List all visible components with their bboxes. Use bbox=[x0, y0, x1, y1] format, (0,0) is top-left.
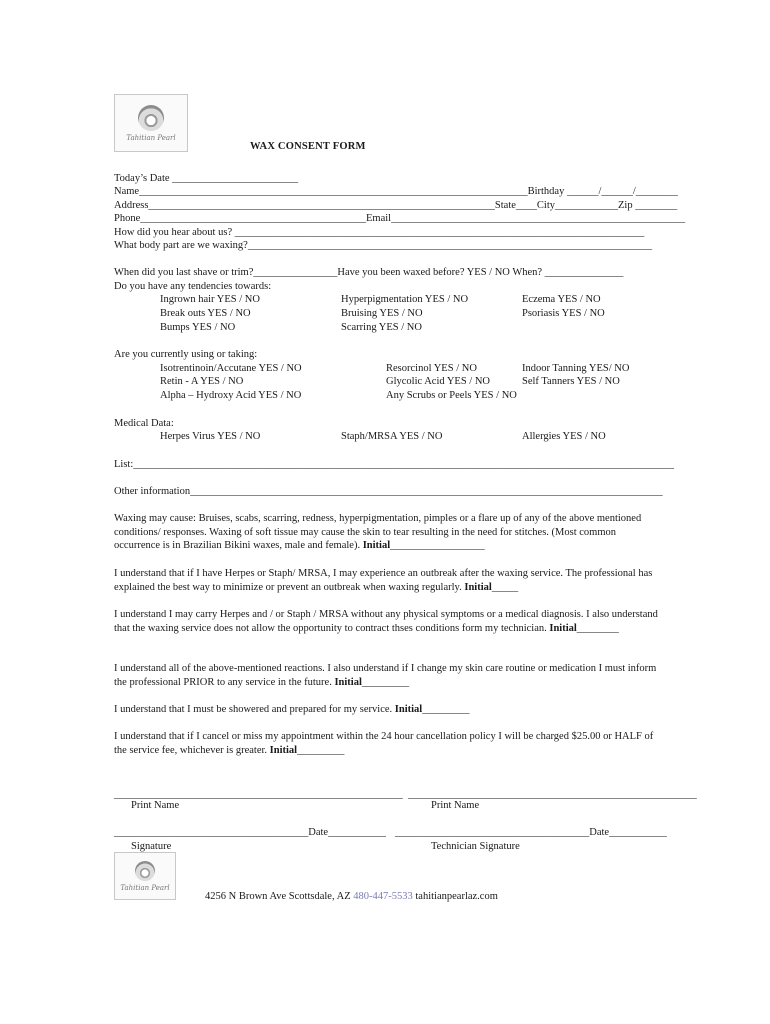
using-alpha-hydroxy[interactable]: Alpha – Hydroxy Acid YES / NO bbox=[160, 390, 302, 401]
paragraph-text: I understand all of the above-mentioned reactions. I also understand if I change my skin care routine or medication I must inform the professional PRIOR to any service in the future. bbox=[114, 663, 657, 688]
paragraph-text: I understand that if I have Herpes or Staph/ MRSA, I may experience an outbreak after the waxing service. The professional has explained the best way to minimize or prevent an outbreak when waxing regularly. bbox=[114, 568, 653, 593]
paragraph-text: I understand that if I cancel or miss my appointment within the 24 hour cancellation policy I will be charged $25.00 or HALF of the service fee, whichever is greater. bbox=[114, 731, 654, 756]
last-shave-field[interactable]: When did you last shave or trim?________________Have you been waxed before? YES / NO When? _______________ bbox=[114, 267, 624, 278]
footer-contact bbox=[205, 891, 498, 902]
paragraph-text: Waxing may cause: Bruises, scabs, scarring, redness, hyperpigmentation, pimples or a flare up of any of the above mentioned conditions/ responses. Waxing of soft tissue may cause the skin to tear resulting in the need for stitches. (Most common occurrence is in Brazilian Bikini waxes, male and female). bbox=[114, 513, 642, 552]
using-self-tanners[interactable]: Self Tanners YES / NO bbox=[522, 376, 620, 387]
initial-label: Initial bbox=[549, 622, 577, 634]
print-name-technician-label: Print Name bbox=[431, 800, 480, 811]
initial-label: Initial bbox=[394, 704, 423, 715]
tendency-break-outs[interactable]: Break outs YES / NO bbox=[160, 308, 251, 319]
tendency-bumps[interactable]: Bumps YES / NO bbox=[160, 322, 236, 333]
initial-field[interactable]: ________ bbox=[576, 622, 619, 634]
using-glycolic-acid[interactable]: Glycolic Acid YES / NO bbox=[386, 376, 491, 387]
pearl-icon bbox=[135, 861, 155, 881]
tahitian-pearl-logo bbox=[114, 94, 188, 152]
tendencies-heading: Do you have any tendencies towards: bbox=[114, 281, 272, 292]
footer-website[interactable]: tahitianpearlaz.com bbox=[412, 891, 498, 902]
medical-allergies[interactable]: Allergies YES / NO bbox=[522, 431, 606, 442]
initial-label: Initial bbox=[362, 540, 391, 552]
form-title: WAX CONSENT FORM bbox=[250, 141, 366, 152]
using-resorcinol[interactable]: Resorcinol YES / NO bbox=[386, 363, 477, 374]
technician-signature-date-line[interactable]: _____________________________________Date___________ bbox=[395, 827, 667, 838]
initial-field[interactable]: _________ bbox=[422, 704, 470, 715]
footer-phone[interactable]: 480-447-5533 bbox=[353, 891, 413, 902]
list-field[interactable]: List:_______________________________________________________________________________________________________ bbox=[114, 459, 675, 470]
using-indoor-tanning[interactable]: Indoor Tanning YES/ NO bbox=[522, 363, 630, 374]
initial-field[interactable]: _________ bbox=[297, 744, 345, 756]
pearl-icon bbox=[138, 105, 164, 131]
paragraph-text: I understand that I must be showered and prepared for my service. bbox=[114, 704, 393, 715]
phone-email-field[interactable]: Phone___________________________________________Email________________________________________________________ bbox=[114, 213, 686, 224]
body-part-field[interactable]: What body part are we waxing?_____________________________________________________________________________ bbox=[114, 240, 653, 251]
consent-paragraph-waxing-risks bbox=[114, 512, 660, 553]
technician-signature-label: Technician Signature bbox=[431, 841, 520, 852]
client-signature-date-line[interactable]: _____________________________________Date___________ bbox=[114, 827, 386, 838]
initial-field[interactable]: __________________ bbox=[390, 540, 485, 552]
name-birthday-field[interactable]: Name__________________________________________________________________________Birthday ______/______/________ bbox=[114, 186, 678, 197]
medical-staph-mrsa[interactable]: Staph/MRSA YES / NO bbox=[341, 431, 443, 442]
tahitian-pearl-footer-logo bbox=[114, 852, 176, 900]
print-name-technician-line[interactable]: _______________________________________________________ bbox=[408, 789, 697, 800]
todays-date-field[interactable]: Today’s Date ________________________ bbox=[114, 173, 299, 184]
tendency-bruising[interactable]: Bruising YES / NO bbox=[341, 308, 423, 319]
tendency-scarring[interactable]: Scarring YES / NO bbox=[341, 322, 422, 333]
medical-herpes[interactable]: Herpes Virus YES / NO bbox=[160, 431, 261, 442]
consent-paragraph-herpes-outbreak bbox=[114, 567, 660, 594]
initial-field[interactable]: _____ bbox=[491, 581, 519, 593]
signature-label: Signature bbox=[131, 841, 172, 852]
print-name-client-label: Print Name bbox=[131, 800, 180, 811]
tendency-hyperpigmentation[interactable]: Hyperpigmentation YES / NO bbox=[341, 294, 469, 305]
medical-heading: Medical Data: bbox=[114, 418, 174, 429]
print-name-client-line[interactable]: _______________________________________________________ bbox=[114, 789, 403, 800]
tendency-ingrown-hair[interactable]: Ingrown hair YES / NO bbox=[160, 294, 260, 305]
consent-paragraph-showered bbox=[114, 703, 660, 717]
initial-label: Initial bbox=[269, 744, 298, 756]
consent-paragraph-carrier bbox=[114, 608, 660, 635]
paragraph-text: I understand I may carry Herpes and / or Staph / MRSA without any physical symptoms or a medical diagnosis. I also understand that the waxing service does not allow the opportunity to contract thses conditions form my technician. bbox=[114, 609, 658, 634]
initial-label: Initial bbox=[464, 581, 492, 593]
using-heading: Are you currently using or taking: bbox=[114, 349, 258, 360]
using-isotretinoin[interactable]: Isotrentinoin/Accutane YES / NO bbox=[160, 363, 302, 374]
hear-about-us-field[interactable]: How did you hear about us? ______________________________________________________________________________ bbox=[114, 227, 645, 238]
logo-wordmark: Tahitian Pearl bbox=[120, 883, 170, 892]
initial-field[interactable]: _________ bbox=[361, 676, 410, 688]
logo-wordmark: Tahitian Pearl bbox=[126, 133, 176, 142]
address-field[interactable]: Address__________________________________________________________________State____City____________Zip ________ bbox=[114, 200, 678, 211]
initial-label: Initial bbox=[334, 676, 362, 688]
consent-paragraph-cancellation bbox=[114, 730, 660, 757]
tendency-psoriasis[interactable]: Psoriasis YES / NO bbox=[522, 308, 605, 319]
tendency-eczema[interactable]: Eczema YES / NO bbox=[522, 294, 601, 305]
footer-address: 4256 N Brown Ave Scottsdale, AZ bbox=[205, 891, 354, 902]
consent-paragraph-reactions bbox=[114, 662, 660, 689]
other-information-field[interactable]: Other information__________________________________________________________________________________________ bbox=[114, 486, 663, 497]
using-retin-a[interactable]: Retin - A YES / NO bbox=[160, 376, 244, 387]
using-scrubs-peels[interactable]: Any Scrubs or Peels YES / NO bbox=[386, 390, 517, 401]
